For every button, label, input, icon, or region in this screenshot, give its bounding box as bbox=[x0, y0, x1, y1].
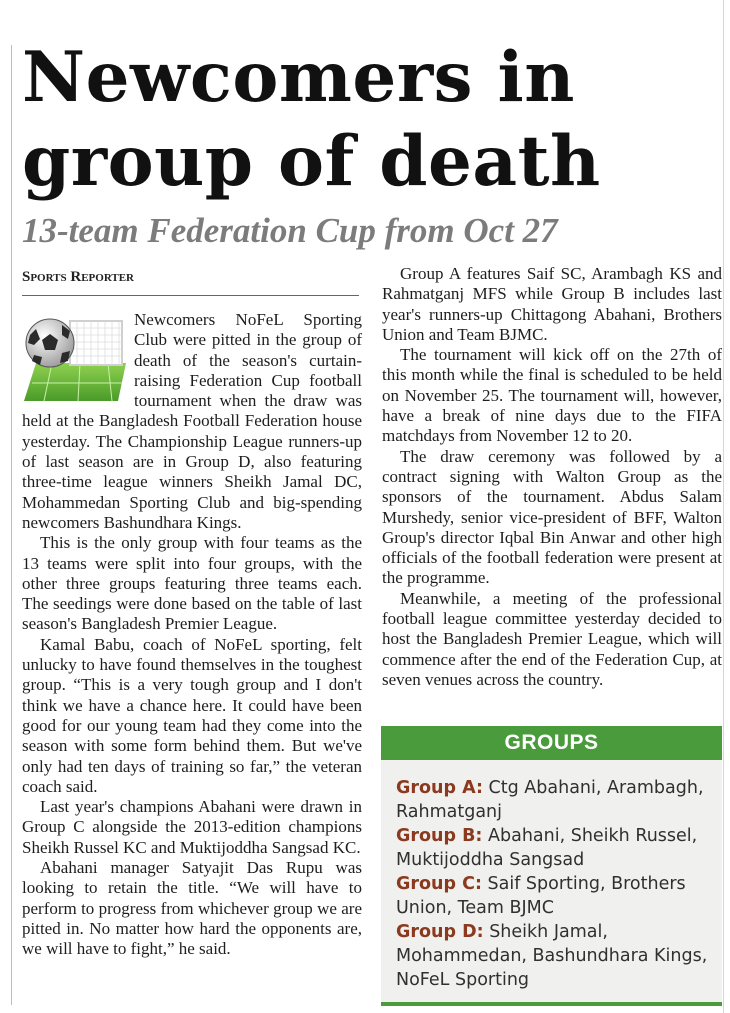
groups-sidebar bbox=[381, 726, 722, 1006]
group-teams: Abahani, Sheikh Russel, Muktijoddha Sangsad bbox=[396, 826, 698, 870]
group-entry bbox=[396, 920, 714, 992]
subheadline: 13-team Federation Cup from Oct 27 bbox=[22, 211, 558, 250]
group-entry bbox=[396, 872, 714, 920]
article-column-left bbox=[22, 310, 362, 960]
article-paragraph: Meanwhile, a meeting of the professional football league committee yesterday decided to host the Bangladesh Premier League, which will commence after the end of the Federation Cup, at seven venues across the country. bbox=[382, 588, 722, 689]
headline: Newcomers in group of death bbox=[22, 37, 601, 202]
group-teams: Ctg Abahani, Arambagh, Rahmatganj bbox=[396, 778, 704, 822]
page-edge-rule bbox=[723, 0, 724, 1013]
group-entry bbox=[396, 776, 714, 824]
groups-list bbox=[396, 776, 714, 992]
group-teams: Saif Sporting, Brothers Union, Team BJMC bbox=[396, 874, 686, 918]
byline: Sports Reporter bbox=[22, 269, 134, 285]
column-rule-left bbox=[11, 45, 12, 1005]
article-paragraph: Last year's champions Abahani were drawn in Group C alongside the 2013-edition champions Sheikh Russel KC and Muktijoddha Sangsad KC. bbox=[22, 797, 362, 857]
article-paragraph: This is the only group with four teams as the 13 teams were split into four groups, with the other three groups featuring three teams each. The seedings were done based on the table of last season's Bangladesh Premier League. bbox=[22, 533, 362, 634]
article-paragraph: Newcomers NoFeL Sporting Club were pitted in the group of death of the season's curtain-raising Federation Cup football tournament when the draw was held at the Bangladesh Football Federation house yesterday. The Championship League runners-up of last season are in Group D, also featuring three-time league winners Sheikh Jamal DC, Mohammedan Sporting Club and big-spending newcomers Bashundhara Kings. bbox=[22, 310, 362, 532]
football-and-goal-icon bbox=[22, 313, 126, 403]
article-paragraph: Abahani manager Satyajit Das Rupu was looking to retain the title. “We will have to perform to progress from whichever group we are pitted in. No matter how hard the opponents are, we will have to fight,” he said. bbox=[22, 858, 362, 959]
article-paragraph: Kamal Babu, coach of NoFeL sporting, felt unlucky to have found themselves in the toughest group. “This is a very tough group and I don't think we have a chance here. It could have been good for our young team had they come into the season with some form behind them. But we've only had ten days of training so far,” the veteran coach said. bbox=[22, 634, 362, 796]
article-paragraph: Group A features Saif SC, Arambagh KS and Rahmatganj MFS while Group B includes last year's runners-up Chittagong Abahani, Brothers Union and Team BJMC. bbox=[382, 264, 722, 344]
group-label: Group A: bbox=[396, 778, 483, 798]
group-label: Group D: bbox=[396, 922, 484, 942]
article-paragraph: The draw ceremony was followed by a contract signing with Walton Group as the sponsors of the tournament. Abdus Salam Murshedy, senior vice-president of BFF, Walton Group's director Iqbal Bin Anwar and other high officials of the football federation were present at the programme. bbox=[382, 446, 722, 588]
group-label: Group B: bbox=[396, 826, 483, 846]
byline-divider bbox=[22, 295, 359, 296]
group-teams: Sheikh Jamal, Mohammedan, Bashundhara Kings, NoFeL Sporting bbox=[396, 922, 708, 990]
groups-title: GROUPS bbox=[381, 726, 722, 760]
article-column-right bbox=[382, 264, 722, 690]
group-label: Group C: bbox=[396, 874, 482, 894]
groups-bottom-bar bbox=[381, 1002, 722, 1006]
group-entry bbox=[396, 824, 714, 872]
article-paragraph: The tournament will kick off on the 27th of this month while the final is scheduled to be held on November 25. The tournament will, however, have a break of nine days due to the FIFA matchdays from November 12 to 20. bbox=[382, 345, 722, 446]
